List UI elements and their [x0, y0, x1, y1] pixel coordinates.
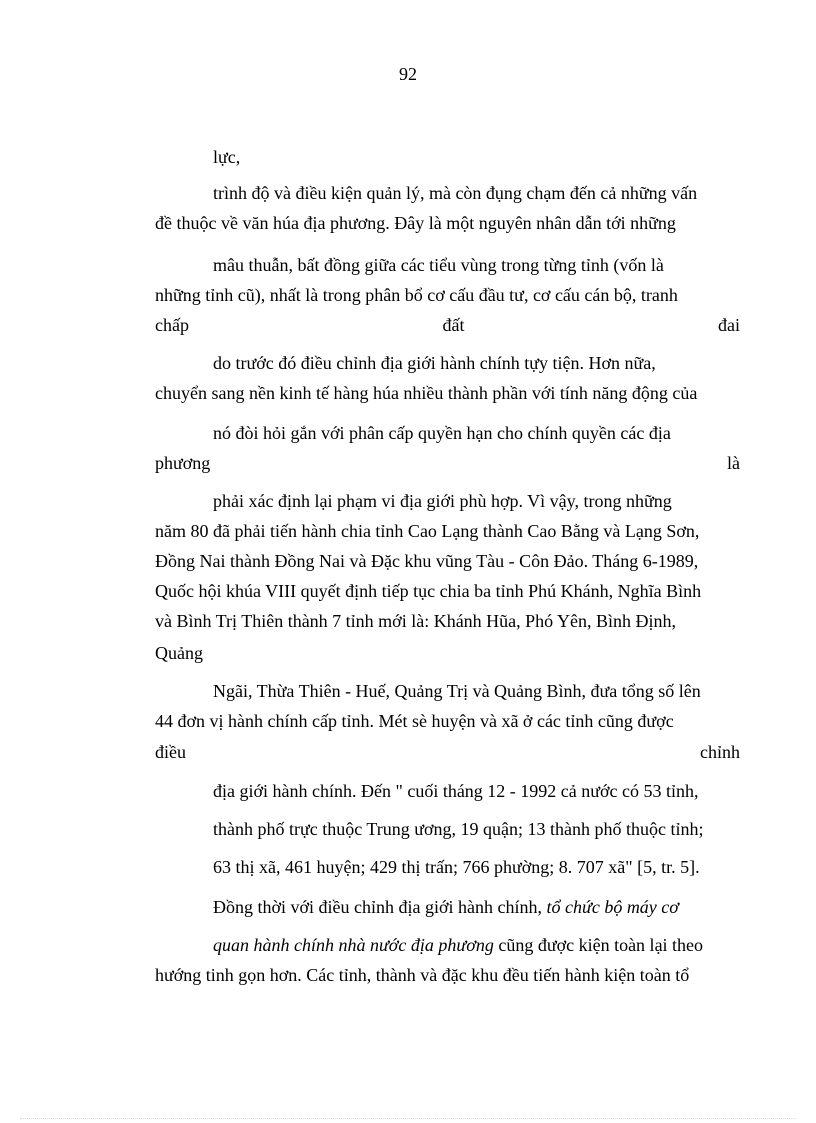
- word: chỉnh: [700, 742, 740, 762]
- text-line: [213, 934, 703, 956]
- text-line: do trước đó điều chỉnh địa giới hành chính tựy tiện. Hơn nữa,: [213, 353, 656, 373]
- text-line: năm 80 đã phải tiến hành chia tỉnh Cao Lạng thành Cao Bằng và Lạng Sơn,: [155, 521, 700, 541]
- text-line: Đồng Nai thành Đồng Nai và Đặc khu vũng Tàu - Côn Đảo. Tháng 6-1989,: [155, 551, 699, 571]
- text-line: đề thuộc về văn húa địa phương. Đây là một nguyên nhân dẫn tới những: [155, 213, 676, 233]
- footer-rule: [20, 1118, 796, 1119]
- word: là: [727, 453, 740, 473]
- text-line: 63 thị xã, 461 huyện; 429 thị trấn; 766 phường; 8. 707 xã" [5, tr. 5].: [213, 857, 700, 877]
- italic-segment: quan hành chính nhà nước địa phương: [213, 935, 494, 955]
- page-number: 92: [399, 64, 417, 84]
- word: đai: [717, 315, 740, 335]
- word: phương: [155, 453, 211, 473]
- text-line: chuyển sang nền kinh tế hàng húa nhiều thành phần với tính năng động của: [155, 383, 698, 403]
- text-line: [155, 314, 740, 336]
- word: điều: [155, 742, 186, 762]
- text-line: trình độ và điều kiện quản lý, mà còn đụng chạm đến cả những vấn: [213, 183, 698, 203]
- word: chấp: [155, 315, 189, 335]
- text-line: [213, 896, 679, 918]
- text-line: hướng tinh gọn hơn. Các tỉnh, thành và đặc khu đều tiến hành kiện toàn tổ: [155, 965, 690, 985]
- text-line: Quảng: [155, 643, 203, 663]
- text-line: thành phố trực thuộc Trung ương, 19 quận; 13 thành phố thuộc tỉnh;: [213, 819, 704, 839]
- text-line: nó đòi hỏi gắn với phân cấp quyền hạn cho chính quyền các địa: [213, 423, 671, 443]
- word: đất: [442, 315, 465, 335]
- text-line: lực,: [213, 147, 241, 167]
- text-line: những tỉnh cũ), nhất là trong phân bổ cơ cấu đầu tư, cơ cấu cán bộ, tranh: [155, 285, 678, 305]
- text-segment: cũng được kiện toàn lại theo: [498, 935, 704, 955]
- text-line: địa giới hành chính. Đến " cuối tháng 12 - 1992 cả nước có 53 tỉnh,: [213, 781, 699, 801]
- text-segment: Đồng thời với điều chỉnh địa giới hành chính,: [213, 897, 543, 917]
- text-line: Quốc hội khúa VIII quyết định tiếp tục chia ba tỉnh Phú Khánh, Nghĩa Bình: [155, 581, 702, 601]
- text-line: phải xác định lại phạm vi địa giới phù hợp. Vì vậy, trong những: [213, 491, 672, 511]
- text-line: mâu thuẫn, bất đồng giữa các tiểu vùng trong từng tỉnh (vốn là: [213, 255, 664, 275]
- text-line: [155, 452, 740, 474]
- text-line: và Bình Trị Thiên thành 7 tỉnh mới là: Khánh Hũa, Phó Yên, Bình Định,: [155, 611, 677, 631]
- text-line: [155, 741, 740, 763]
- italic-segment: tổ chức bộ máy cơ: [546, 897, 679, 917]
- text-line: Ngãi, Thừa Thiên - Huế, Quảng Trị và Quảng Bình, đưa tổng số lên: [213, 681, 701, 701]
- text-line: 44 đơn vị hành chính cấp tỉnh. Mét sè huyện và xã ở các tỉnh cũng được: [155, 711, 674, 731]
